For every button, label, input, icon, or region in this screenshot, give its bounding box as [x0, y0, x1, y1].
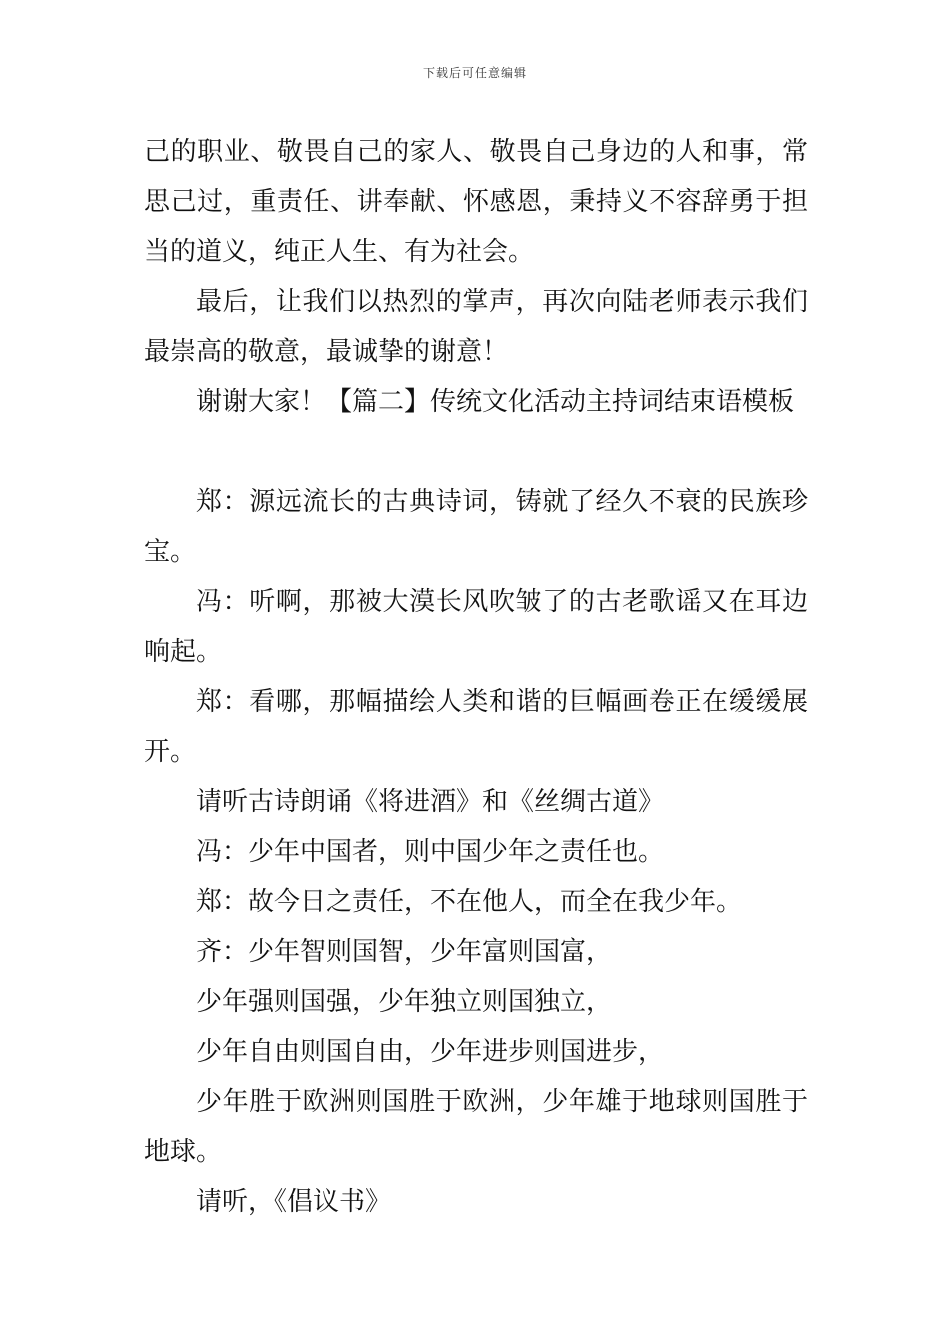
paragraph-line: 冯：听啊，那被大漠长风吹皱了的古老歌谣又在耳边: [196, 587, 808, 617]
paragraph-line: 当的道义，纯正人生、有为社会。: [144, 237, 535, 267]
paragraph-line: 宝。: [144, 537, 197, 567]
paragraph-line: 郑：源远流长的古典诗词，铸就了经久不衰的民族珍: [196, 487, 808, 517]
paragraph-line: 请听，《倡议书》: [196, 1187, 392, 1217]
blank-line: [144, 427, 808, 477]
page-header: 下载后可任意编辑: [422, 66, 527, 80]
paragraph-line: 响起。: [144, 637, 223, 667]
paragraph-line: 齐：少年智则国智，少年富则国富，: [196, 937, 613, 967]
paragraph-line: 地球。: [144, 1137, 223, 1167]
paragraph-line: 请听古诗朗诵《将进酒》和《丝绸古道》: [196, 787, 665, 817]
paragraph-line: 开。: [144, 737, 197, 767]
section-heading-line: 谢谢大家！【篇二】传统文化活动主持词结束语模板: [196, 387, 795, 417]
paragraph-line: 思己过，重责任、讲奉献、怀感恩，秉持义不容辞勇于担: [144, 187, 808, 217]
document-body: [144, 127, 808, 1227]
paragraph-line: 郑：故今日之责任，不在他人，而全在我少年。: [196, 887, 743, 917]
paragraph-line: 少年胜于欧洲则国胜于欧洲，少年雄于地球则国胜于: [196, 1087, 808, 1117]
paragraph-line: 最崇高的敬意，最诚挚的谢意！: [144, 337, 509, 367]
paragraph-line: 郑：看哪，那幅描绘人类和谐的巨幅画卷正在缓缓展: [196, 687, 808, 717]
paragraph-line: 冯：少年中国者，则中国少年之责任也。: [196, 837, 665, 867]
paragraph-line: 少年自由则国自由，少年进步则国进步，: [196, 1037, 665, 1067]
paragraph-line: 最后，让我们以热烈的掌声，再次向陆老师表示我们: [196, 287, 808, 317]
paragraph-line: 少年强则国强，少年独立则国独立，: [196, 987, 613, 1017]
paragraph-line: 己的职业、敬畏自己的家人、敬畏自己身边的人和事，常: [144, 137, 808, 167]
